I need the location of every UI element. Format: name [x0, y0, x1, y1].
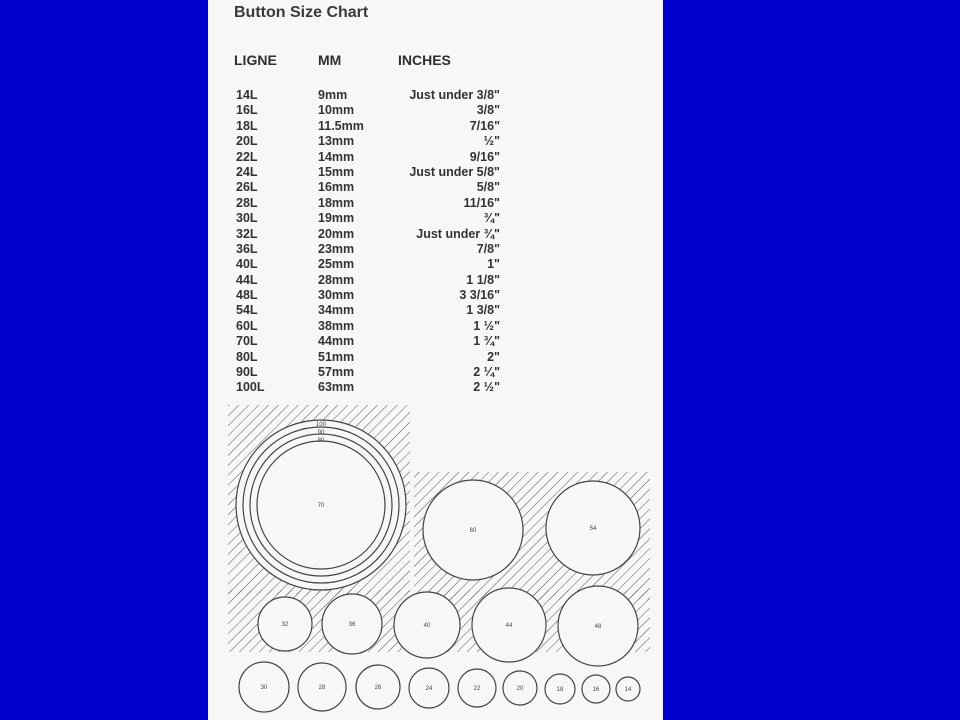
mm-cell: 28mm — [318, 272, 355, 287]
circle-label-100: 100 — [315, 422, 327, 428]
inches-cell: 3 3/16" — [459, 288, 500, 303]
inches-cell: 1" — [487, 257, 500, 272]
mm-cell: 13mm — [318, 134, 355, 149]
ligne-cell: 60L — [236, 318, 258, 333]
circle-label-24: 24 — [425, 686, 433, 692]
ligne-header: LIGNE — [234, 52, 277, 68]
ligne-cell: 30L — [236, 211, 258, 226]
nested-circles — [236, 420, 406, 590]
inches-cell: Just under ¾" — [416, 226, 500, 241]
circle-label-48: 48 — [594, 624, 602, 630]
ligne-cell: 26L — [236, 180, 258, 195]
mm-cell: 18mm — [318, 195, 355, 210]
circle-label-18: 18 — [556, 687, 564, 693]
inches-cell: 7/8" — [476, 241, 500, 256]
ligne-cell: 32L — [236, 226, 258, 241]
inches-cell: 1 1/8" — [466, 272, 500, 287]
mm-cell: 9mm — [318, 88, 348, 102]
mm-cell: 51mm — [318, 349, 355, 364]
mm-cell: 34mm — [318, 303, 355, 318]
inches-cell: 5/8" — [476, 180, 500, 195]
inches-cell: 7/16" — [469, 118, 500, 133]
button-size-template — [208, 0, 663, 720]
ligne-cell: 36L — [236, 241, 258, 256]
mm-header: MM — [318, 52, 342, 68]
ligne-cell: 16L — [236, 103, 258, 118]
ligne-cell: 48L — [236, 288, 258, 303]
ligne-cell: 40L — [236, 257, 258, 272]
mm-cell: 10mm — [318, 103, 355, 118]
inches-cell: ½" — [483, 134, 500, 149]
mm-cell: 14mm — [318, 149, 355, 164]
inches-cell: 2 ¼" — [473, 365, 500, 380]
circle-label-36: 36 — [348, 622, 356, 628]
circle-label-30: 30 — [260, 685, 268, 691]
ligne-cell: 20L — [236, 134, 258, 149]
circle-label-14: 14 — [624, 687, 632, 693]
mm-cell: 38mm — [318, 318, 355, 333]
inches-cell: 1 ½" — [473, 318, 500, 333]
circle-label-28: 28 — [318, 685, 326, 691]
mm-cell: 25mm — [318, 257, 355, 272]
circle-label-60: 60 — [469, 528, 477, 534]
circle-label-44: 44 — [505, 623, 513, 629]
circle-label-20: 20 — [516, 686, 524, 692]
ligne-cell: 24L — [236, 164, 258, 179]
inches-cell: 2 ½" — [473, 380, 500, 395]
ligne-cell: 100L — [236, 380, 265, 395]
mm-cell: 11.5mm — [318, 118, 364, 133]
circle-label-22: 22 — [473, 686, 481, 692]
button-size-chart-sheet — [208, 0, 663, 720]
circle-label-80: 80 — [317, 438, 325, 444]
circle-label-26: 26 — [374, 685, 382, 691]
circle-label-70: 70 — [317, 503, 325, 509]
inches-cell: Just under 3/8" — [409, 88, 500, 102]
chart-title: Button Size Chart — [234, 4, 369, 21]
inches-cell: 9/16" — [469, 149, 500, 164]
ligne-cell: 18L — [236, 118, 258, 133]
inches-cell: Just under 5/8" — [409, 164, 500, 179]
mm-cell: 30mm — [318, 288, 355, 303]
circle-label-90: 90 — [317, 430, 325, 436]
circle-label-16: 16 — [592, 687, 600, 693]
mm-cell: 44mm — [318, 334, 355, 349]
ligne-cell: 14L — [236, 88, 258, 102]
ligne-cell: 28L — [236, 195, 258, 210]
mm-cell: 15mm — [318, 164, 355, 179]
ligne-cell: 22L — [236, 149, 258, 164]
ligne-cell: 44L — [236, 272, 258, 287]
mm-cell: 16mm — [318, 180, 355, 195]
inches-cell: 1 3/8" — [466, 303, 500, 318]
mm-cell: 20mm — [318, 226, 355, 241]
inches-cell: 1 ¾" — [473, 334, 500, 349]
ligne-cell: 80L — [236, 349, 258, 364]
circle-label-32: 32 — [281, 622, 289, 628]
circle-label-40: 40 — [423, 623, 431, 629]
mm-cell: 63mm — [318, 380, 355, 395]
inches-header: INCHES — [398, 52, 451, 68]
inches-cell: 3/8" — [476, 103, 500, 118]
ligne-cell: 54L — [236, 303, 258, 318]
mm-cell: 23mm — [318, 241, 355, 256]
inches-cell: ¾" — [483, 211, 500, 226]
inches-cell: 11/16" — [463, 195, 500, 210]
ligne-cell: 90L — [236, 365, 258, 380]
mm-cell: 19mm — [318, 211, 355, 226]
ligne-cell: 70L — [236, 334, 258, 349]
mm-cell: 57mm — [318, 365, 355, 380]
circle-label-54: 54 — [589, 526, 597, 532]
inches-cell: 2" — [487, 349, 500, 364]
